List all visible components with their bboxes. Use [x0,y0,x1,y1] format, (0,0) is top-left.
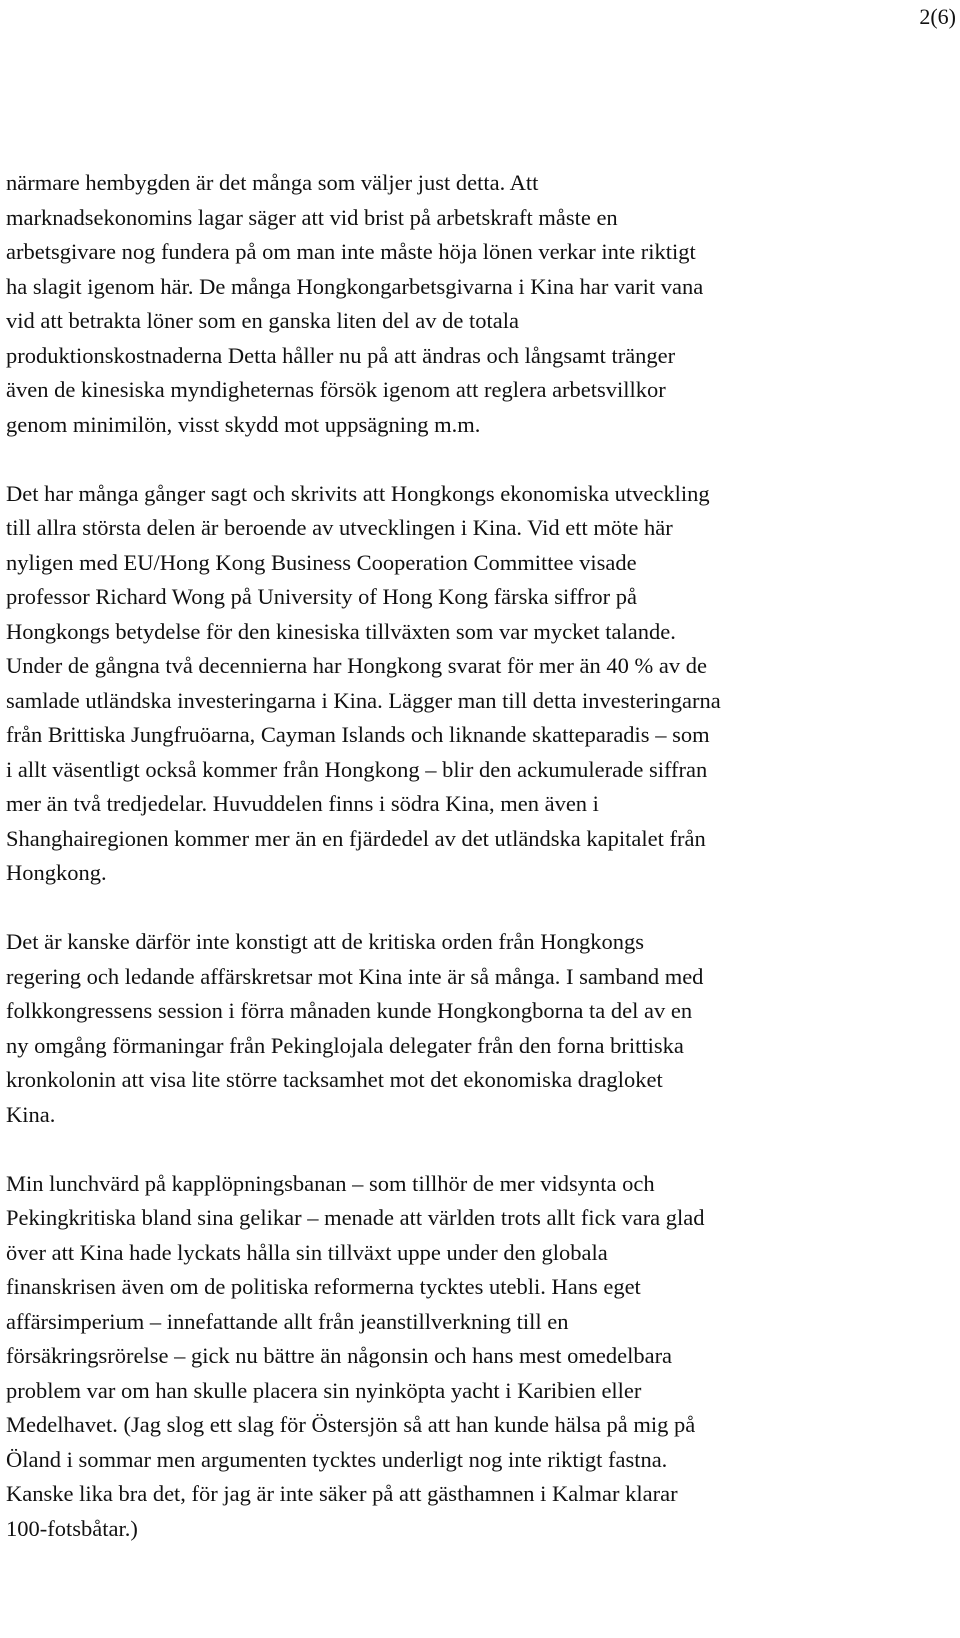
text-line: professor Richard Wong på University of Hong Kong färska siffror på [6,584,637,609]
text-line: nyligen med EU/Hong Kong Business Cooperation Committee visade [6,549,637,575]
text-line: Det har många gånger sagt och skrivits att Hongkongs ekonomiska utveckling [6,480,710,506]
text-line: Medelhavet. (Jag slog ett slag för Östersjön så att han kunde hälsa på mig på [6,1412,696,1437]
text-line: över att Kina hade lyckats hålla sin tillväxt uppe under den globala [6,1239,608,1265]
text-line: Pekingkritiska bland sina gelikar – menade att världen trots allt fick vara glad [6,1205,705,1230]
text-line: ha slagit igenom här. De många Hongkongarbetsgivarna i Kina har varit vana [6,273,704,299]
text-line: i allt väsentligt också kommer från Hongkong – blir den ackumulerade siffran [6,756,708,782]
text-line: problem var om han skulle placera sin nyinköpta yacht i Karibien eller [6,1377,642,1403]
text-line: finanskrisen även om de politiska reformerna tycktes utebli. Hans eget [6,1274,641,1299]
text-line: Shanghairegionen kommer mer än en fjärdedel av det utländska kapitalet från [6,825,706,851]
page-number: 2(6) [919,4,956,29]
text-line: Kanske lika bra det, för jag är inte säker på att gästhamnen i Kalmar klarar [6,1481,678,1506]
text-line: från Brittiska Jungfruöarna, Cayman Islands och liknande skatteparadis – som [6,722,710,747]
text-line: arbetsgivare nog fundera på om man inte måste höja lönen verkar inte riktigt [6,239,696,264]
text-line: ny omgång förmaningar från Pekinglojala delegater från den forna brittiska [6,1032,684,1058]
paragraph [6,166,806,442]
text-line: Kina. [6,1101,56,1127]
text-line: Hongkongs betydelse för den kinesiska tillväxten som var mycket talande. [6,618,676,644]
paragraph [6,1167,806,1547]
text-line: även de kinesiska myndigheternas försök igenom att reglera arbetsvillkor [6,377,666,402]
text-line: Under de gångna två decennierna har Hongkong svarat för mer än 40 % av de [6,653,707,678]
document-body [6,166,806,1546]
text-line: Hongkong. [6,860,107,885]
text-line: produktionskostnaderna Detta håller nu på att ändras och långsamt tränger [6,342,676,368]
text-line: mer än två tredjedelar. Huvuddelen finns i södra Kina, men även i [6,791,599,816]
text-line: folkkongressens session i förra månaden kunde Hongkongborna ta del av en [6,998,693,1023]
text-line: samlade utländska investeringarna i Kina. Lägger man till detta investeringarna [6,687,721,713]
text-line: marknadsekonomins lagar säger att vid brist på arbetskraft måste en [6,204,618,230]
text-line: kronkolonin att visa lite större tacksamhet mot det ekonomiska dragloket [6,1067,663,1092]
text-line: genom minimilön, visst skydd mot uppsägning m.m. [6,411,481,437]
text-line: Öland i sommar men argumenten tycktes underligt nog inte riktigt fastna. [6,1446,668,1472]
text-line: 100-fotsbåtar.) [6,1515,138,1541]
paragraph [6,477,806,891]
text-line: närmare hembygden är det många som väljer just detta. Att [6,170,539,195]
text-line: till allra största delen är beroende av utvecklingen i Kina. Vid ett möte här [6,515,673,540]
text-line: regering och ledande affärskretsar mot Kina inte är så många. I samband med [6,963,704,989]
text-line: försäkringsrörelse – gick nu bättre än någonsin och hans mest omedelbara [6,1343,673,1368]
text-line: vid att betrakta löner som en ganska liten del av de totala [6,308,519,333]
text-line: Det är kanske därför inte konstigt att de kritiska orden från Hongkongs [6,929,644,954]
text-line: affärsimperium – innefattande allt från jeanstillverkning till en [6,1308,569,1334]
text-line: Min lunchvärd på kapplöpningsbanan – som tillhör de mer vidsynta och [6,1170,655,1196]
paragraph [6,925,806,1132]
